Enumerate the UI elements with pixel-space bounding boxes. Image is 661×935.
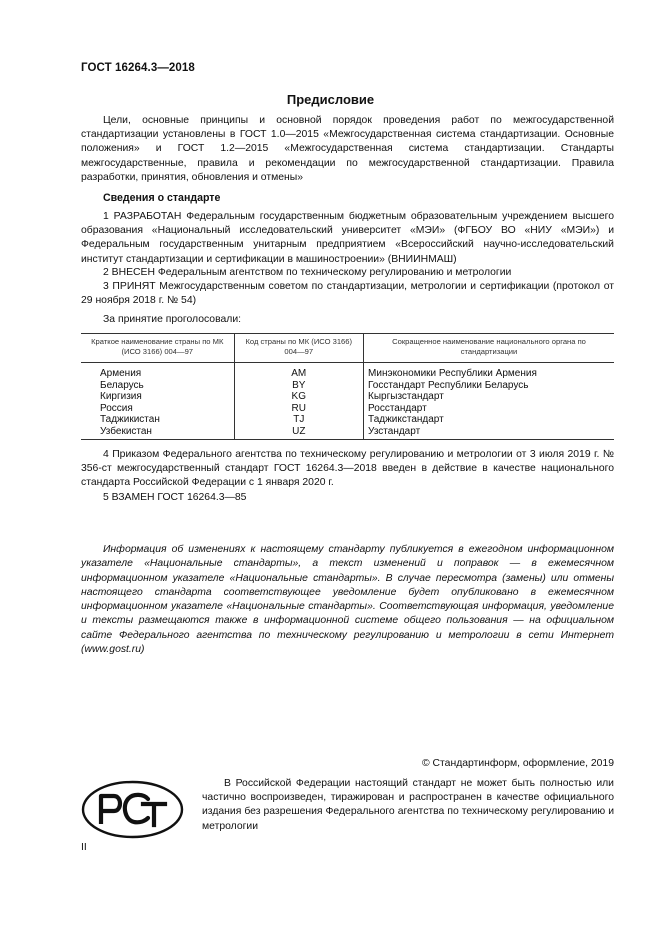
reproduction-notice: В Российской Федерации настоящий стандарт не может быть полностью или частично воспроизведен, тиражирован и распространен в качестве официального издания без разрешения Федерального агентства по техническому регулированию и метрологии [202, 778, 614, 832]
vote-caption: За принятие проголосовали: [103, 314, 242, 325]
table-row [81, 414, 614, 426]
country-cell: Армения [100, 368, 142, 379]
body-cell: Узстандарт [364, 426, 614, 440]
country-cell: Россия [100, 402, 133, 414]
foreword-paragraph: Цели, основные принципы и основной порядок проведения работ по межгосударственной стандартизации установлены в ГОСТ 1.0—2015 «Межгосударственная система стандартизации. Основные положения» и ГОСТ 1.2—2015 «Межгосударственная система стандартизации. Стандарты межгосударственные, правила и рекомендации по межгосударственной стандартизации. Правила разработки, принятия, обновления и отмены» [81, 115, 614, 183]
item-enacted: 4 Приказом Федерального агентства по техническому регулированию и метрологии от 3 июля 2019 г. № 356-ст межгосударственный стандарт ГОСТ 16264.3—2018 введен в действие в качестве национального стандарта Российской Федерации с 1 января 2020 г. [81, 449, 614, 489]
table-row [81, 363, 614, 380]
body-cell: Госстандарт Республики Беларусь [364, 380, 614, 392]
body-cell: Кыргызстандарт [364, 391, 614, 403]
country-cell: Таджикистан [100, 414, 160, 425]
copyright-line: © Стандартинформ, оформление, 2019 [421, 758, 614, 769]
country-cell: Узбекистан [100, 425, 152, 437]
code-cell: RU [234, 403, 364, 415]
header-body: Сокращенное наименование национального органа по стандартизации [364, 333, 614, 363]
code-cell: UZ [234, 426, 364, 440]
table-row [81, 391, 614, 403]
pct-certification-mark-icon [81, 780, 184, 839]
body-cell: Таджикстандарт [364, 414, 614, 426]
header-code: Код страны по МК (ИСО 3166) 004—97 [234, 333, 364, 363]
item-introduced: 2 ВНЕСЕН Федеральным агентством по техническому регулированию и метрологии [103, 267, 512, 278]
info-heading: Сведения о стандарте [103, 192, 221, 204]
table-row [81, 380, 614, 392]
code-cell: AM [234, 363, 364, 380]
body-cell: Росстандарт [364, 403, 614, 415]
item-adopted: 3 ПРИНЯТ Межгосударственным советом по стандартизации, метрологии и сертификации (протокол от 29 ноября 2018 г. № 54) [81, 281, 614, 307]
header-country: Краткое наименование страны по МК (ИСО 3166) 004—97 [81, 333, 234, 363]
country-cell: Киргизия [100, 391, 142, 402]
body-cell: Минэкономики Республики Армения [364, 363, 614, 380]
table-row [81, 426, 614, 440]
item-developed: 1 РАЗРАБОТАН Федеральным государственным бюджетным образовательным учреждением высшего образования «Национальный исследовательский университет «МЭИ» (ФГБОУ ВО «НИУ «МЭИ») и Федеральным государственным унитарным предприятием «Всероссийский научно-исследовательский институт стандартизации и сертификации в машиностроении» (ВНИИНМАШ) [81, 211, 614, 265]
page-number: II [81, 842, 87, 853]
vote-table-header-row [81, 333, 614, 363]
code-cell: TJ [234, 414, 364, 426]
standard-code: ГОСТ 16264.3—2018 [81, 62, 195, 74]
page-title: Предисловие [286, 92, 375, 107]
code-cell: BY [234, 380, 364, 392]
code-cell: KG [234, 391, 364, 403]
vote-table [81, 333, 614, 439]
country-cell: Беларусь [100, 379, 144, 391]
item-replaces: 5 ВЗАМЕН ГОСТ 16264.3—85 [103, 492, 247, 503]
changes-info-notice: Информация об изменениях к настоящему стандарту публикуется в ежегодном информационном указателе «Национальные стандарты», а текст изменений и поправок — в ежемесячном информационном указателе «Национальные стандарты». В случае пересмотра (замены) или отмены настоящего стандарта соответствующее уведомление будет опубликовано в ежемесячном информационном указателе «Национальные стандарты». Соответствующая информация, уведомление и тексты размещаются также в информационной системе общего пользования — на официальном сайте Федерального агентства по техническому регулированию и метрологии в сети Интернет (www.gost.ru) [81, 544, 614, 656]
table-row [81, 403, 614, 415]
